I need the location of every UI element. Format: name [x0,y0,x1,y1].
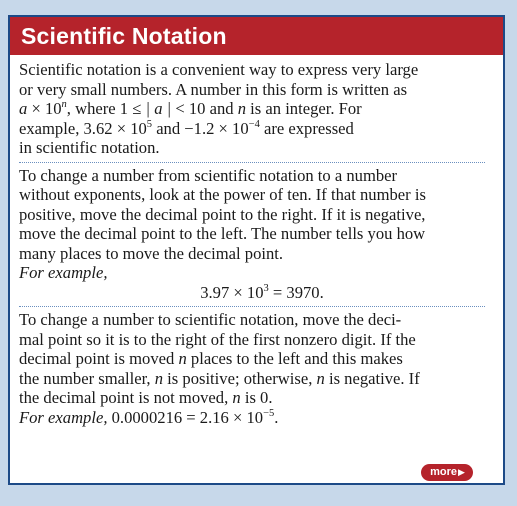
line: move the decimal point to the left. The number tells you how [19,224,426,243]
line: To change a number to scientific notation, move the deci- [19,310,402,329]
more-button[interactable] [421,464,473,481]
dotted-divider [19,306,485,307]
line: positive, move the decimal point to the right. If it is negative, [19,204,426,224]
for-example-label: For example, [19,263,108,282]
line: decimal point is moved n places to the left and this makes [19,349,403,368]
line: many places to move the decimal point. [19,243,284,263]
card-header [10,17,503,55]
card-title: Scientific Notation [21,23,227,49]
paragraph-from-scientific [19,166,485,306]
scientific-notation-card [8,15,505,485]
line: $a \times 10^n$, where 1 ≤ | a | < 10 and n is an integer. For [19,99,362,118]
example-formula: $3.97 \times 10^3 = 3970$. [200,282,324,302]
line: example, $3.62 \times 10^5$ and $-1.2 \times 10^{-4}$ are expressed [19,118,354,138]
line: To change a number from scientific notation to a number [19,165,398,185]
line: the number smaller, n is positive; otherwise, n is negative. If [19,368,420,388]
line: mal point so it is to the right of the first nonzero digit. If the [19,329,416,349]
line: or very small numbers. A number in this form is written as [19,79,408,99]
more-label: more [430,466,457,478]
example-line: For example, $0.0000216 = 2.16 \times 10^{-5}$. [19,407,279,427]
line: Scientific notation is a convenient way to express very large [19,60,419,79]
line: without exponents, look at the power of ten. If that number is [19,185,426,204]
line: the decimal point is not moved, n is 0. [19,388,273,407]
play-arrow-icon: ▶ [457,467,465,477]
paragraph-to-scientific [19,310,485,430]
card-body [19,60,485,430]
paragraph-definition [19,60,485,161]
line: in scientific notation. [19,138,160,157]
dotted-divider [19,162,485,163]
